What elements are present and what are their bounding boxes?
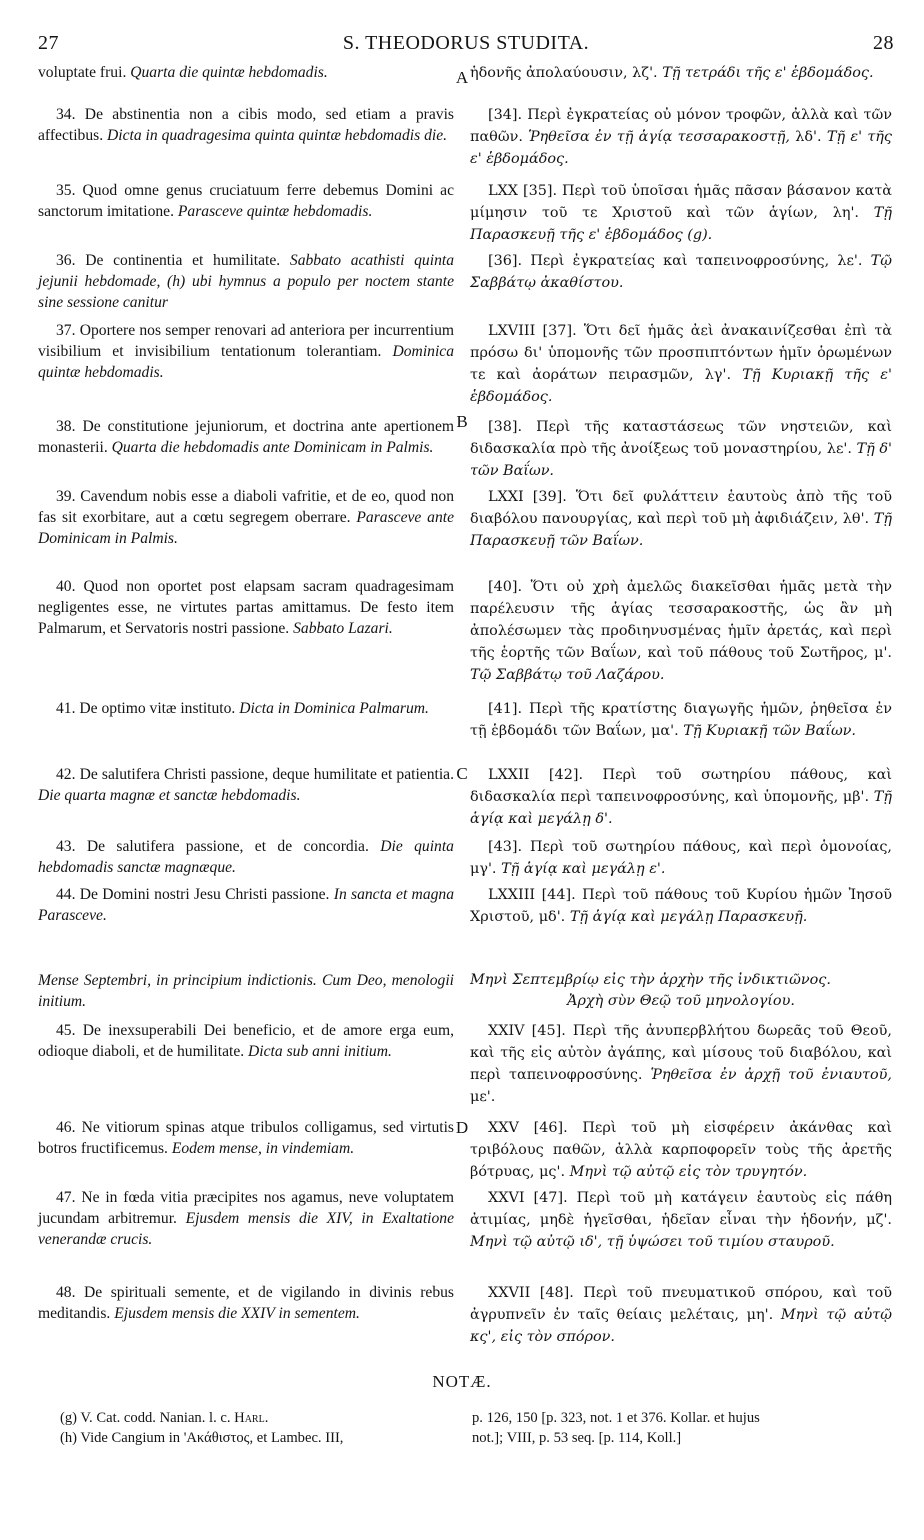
greek-entry-48: XXVII [48]. Περὶ τοῦ πνευματικοῦ σπόρου, καὶ τοῦ ἀγρυπνεῖν ἐν ταῖς θείαις μελέταις, μη'. Μηνὶ τῷ αὐτῷ κς', εἰς τὸν σπόρον.	[470, 1285, 892, 1345]
latin-entry-45: 45. De inexsuperabili Dei beneficio, et de amore erga eum, odioque diaboli, et de humilitate. Dicta sub anni initium.	[38, 1022, 454, 1060]
note-g: (g) V. Cat. codd. Nanian. l. c. Harl.	[60, 1410, 269, 1426]
running-header	[38, 32, 894, 58]
greek-section-heading: Μηνὶ Σεπτεμβρίῳ εἰς τὴν ἀρχὴν τῆς ἰνδικτιῶνος. Ἀρχὴ σὺν Θεῷ τοῦ μηνολογίου.	[470, 972, 831, 1009]
latin-entry-39: 39. Cavendum nobis esse a diaboli vafritie, et de eo, quod non fas sit exorbitare, aut a cœtu segregem oberrare. Parasceve ante Dominicam in Palmis.	[38, 488, 455, 547]
notes-left	[60, 1408, 460, 1448]
notes-title: NOTÆ.	[432, 1372, 492, 1391]
page-number-right: 28	[873, 32, 894, 54]
latin-entry-46: 46. Ne vitiorum spinas atque tribulos colligamus, sed virtutis botros fructificemus. Eodem mense, in vindemiam.	[38, 1119, 454, 1157]
note-continuation-1: p. 126, 150 [p. 323, not. 1 et 376. Kollar. et hujus	[472, 1410, 760, 1426]
margin-marker-d: D	[455, 1118, 469, 1137]
greek-entry-37: LXVIII [37]. Ὅτι δεῖ ἡμᾶς ἀεὶ ἀνακαινίζεσθαι ἐπὶ τὰ πρόσω δι' ὑπομονῆς τῶν προσπιπτόντων ἡμῖν ὁρωμένων τε καὶ ἀοράτων πειρασμῶν, λγ'. Τῇ Κυριακῇ τῆς ε' ἑβδομάδος.	[470, 323, 892, 405]
notes-right	[472, 1408, 892, 1448]
note-continuation-2: not.]; VIII, p. 53 seq. [p. 114, Koll.]	[472, 1430, 682, 1446]
margin-marker-c: C	[456, 764, 468, 783]
latin-entry-40: 40. Quod non oportet post elapsam sacram quadragesimam negligentes esse, ne virtutes partas amittamus. De festo item Palmarum, et Servatoris nostri passione. Sabbato Lazari.	[38, 578, 454, 637]
latin-entry-37: 37. Oportere nos semper renovari ad anteriora per incurrentium visibilium et invisibilium tentationum tolerantiam. Dominica quintæ hebdomadis.	[38, 322, 454, 381]
greek-entry-43: [43]. Περὶ τοῦ σωτηρίου πάθους, καὶ περὶ ὁμονοίας, μγ'. Τῇ ἁγίᾳ καὶ μεγάλῃ ε'.	[470, 839, 892, 877]
latin-entry-35: 35. Quod omne genus cruciatuum ferre debemus Domini ac sanctorum imitatione. Parasceve quintæ hebdomadis.	[38, 182, 454, 220]
running-title: S. THEODORUS STUDITA.	[342, 32, 590, 54]
greek-entry-44: LXXIII [44]. Περὶ τοῦ πάθους τοῦ Κυρίου ἡμῶν Ἰησοῦ Χριστοῦ, μδ'. Τῇ ἁγίᾳ καὶ μεγάλῃ Παρασκευῇ.	[470, 887, 892, 925]
latin-entry-44: 44. De Domini nostri Jesu Christi passione. In sancta et magna Parasceve.	[38, 886, 455, 924]
greek-entry-38: [38]. Περὶ τῆς καταστάσεως τῶν νηστειῶν, καὶ διδασκαλία πρὸ τῆς ἀνοίξεως τοῦ μοναστηρίου, λε'. Τῇ δ' τῶν Βαΐων.	[470, 419, 892, 479]
greek-entry-39: LXXI [39]. Ὅτι δεῖ φυλάττειν ἑαυτοὺς ἀπὸ τῆς τοῦ διαβόλου πανουργίας, καὶ περὶ τοῦ μὴ ἀφιδιάζειν, λθ'. Τῇ Παρασκευῇ τῶν Βαΐων.	[470, 489, 892, 549]
greek-entry-40: [40]. Ὅτι οὐ χρὴ ἀμελῶς διακεῖσθαι ἡμᾶς μετὰ τὴν παρέλευσιν τῆς ἁγίας τεσσαρακοστῆς, ὡς ἂν μὴ ἀπολέσωμεν τὰς προδιηνυσμένας ἡμῖν ἀρετάς, καὶ περὶ τῆς ἑορτῆς τῶν Βαΐων, καὶ τοῦ πάθους τοῦ Σωτῆρος, μ'. Τῷ Σαββάτῳ τοῦ Λαζάρου.	[470, 579, 892, 683]
latin-entry-34: 34. De abstinentia non a cibis modo, sed etiam a pravis affectibus. Dicta in quadragesima quinta quintæ hebdomadis die.	[38, 106, 454, 144]
page-number-left: 27	[38, 32, 59, 54]
greek-entry-41: [41]. Περὶ τῆς κρατίστης διαγωγῆς ἡμῶν, ῥηθεῖσα ἐν τῇ ἑβδομάδι τῶν Βαΐων, μα'. Τῇ Κυριακῇ τῶν Βαΐων.	[470, 701, 892, 739]
latin-entry-continuation: voluptate frui. Quarta die quintæ hebdomadis.	[38, 64, 328, 81]
latin-entry-48: 48. De spirituali semente, et de vigilando in divinis rebus meditandis. Ejusdem mensis die XXIV in sementem.	[38, 1284, 454, 1322]
note-h: (h) Vide Cangium in 'Ακάθιστος, et Lambec. III,	[60, 1430, 344, 1446]
greek-entry-42: LXXII [42]. Περὶ τοῦ σωτηρίου πάθους, καὶ διδασκαλία περὶ ταπεινοφροσύνης, καὶ ὑπομονῆς, μβ'. Τῇ ἁγίᾳ καὶ μεγάλῃ δ'.	[470, 767, 892, 827]
margin-marker-b: B	[456, 412, 468, 431]
latin-section-heading: Mense Septembri, in principium indictionis. Cum Deo, menologii initium.	[38, 972, 454, 1010]
greek-entry-34: [34]. Περὶ ἐγκρατείας οὐ μόνον τροφῶν, ἀλλὰ καὶ τῶν παθῶν. Ῥηθεῖσα ἐν τῇ ἁγίᾳ τεσσαρακοστῇ, λδ'. Τῇ ε' τῆς ε' ἑβδομάδος.	[470, 107, 892, 167]
greek-entry-36: [36]. Περὶ ἐγκρατείας καὶ ταπεινοφροσύνης, λε'. Τῷ Σαββάτῳ ἀκαθίστου.	[470, 253, 892, 291]
latin-entry-41: 41. De optimo vitæ instituto. Dicta in Dominica Palmarum.	[56, 700, 429, 717]
latin-entry-43: 43. De salutifera passione, et de concordia. Die quinta hebdomadis sanctæ magnæque.	[38, 838, 454, 876]
greek-entry-47: XXVI [47]. Περὶ τοῦ μὴ κατάγειν ἑαυτοὺς εἰς πάθη ἀτιμίας, μηδὲ ἡγεῖσθαι, ἡδεῖαν εἶναι τὴν ἡδονήν, μζ'. Μηνὶ τῷ αὐτῷ ιδ', τῇ ὑψώσει τοῦ τιμίου σταυροῦ.	[470, 1190, 892, 1250]
greek-entry-46: XXV [46]. Περὶ τοῦ μὴ εἰσφέρειν ἀκάνθας καὶ τριβόλους παθῶν, ἀλλὰ καρποφορεῖν τοὺς τῆς ἀρετῆς βότρυας, μς'. Μηνὶ τῷ αὐτῷ εἰς τὸν τρυγητόν.	[470, 1120, 892, 1180]
latin-entry-38: 38. De constitutione jejuniorum, et doctrina ante apertionem monasterii. Quarta die hebdomadis ante Dominicam in Palmis.	[38, 418, 454, 456]
margin-marker-a: A	[455, 68, 469, 87]
greek-entry-45: XXIV [45]. Περὶ τῆς ἀνυπερβλήτου δωρεᾶς τοῦ Θεοῦ, καὶ τῆς εἰς αὐτὸν ἀγάπης, καὶ μίσους τοῦ διαβόλου, καὶ περὶ ταπεινοφροσύνης. Ῥηθεῖσα ἐν ἀρχῇ τοῦ ἐνιαυτοῦ, με'.	[470, 1023, 893, 1105]
latin-entry-47: 47. Ne in fœda vitia præcipites nos agamus, neve voluptatem jucundam arbitremur. Ejusdem mensis die XIV, in Exaltatione venerandæ crucis.	[38, 1189, 455, 1248]
latin-entry-42: 42. De salutifera Christi passione, deque humilitate et patientia. Die quarta magnæ et sanctæ hebdomadis.	[38, 766, 454, 804]
greek-entry-35: LXX [35]. Περὶ τοῦ ὑποῖσαι ἡμᾶς πᾶσαν βάσανον κατὰ μίμησιν τοῦ τε Χριστοῦ καὶ τῶν ἁγίων, λη'. Τῇ Παρασκευῇ τῆς ε' ἑβδομάδος (g).	[470, 183, 892, 243]
greek-entry-continuation: ἡδονῆς ἀπολαύουσιν, λζ'. Τῇ τετράδι τῆς ε' ἑβδομάδος.	[470, 65, 874, 81]
latin-entry-36: 36. De continentia et humilitate. Sabbato acathisti quinta jejunii hebdomade, (h) ubi hymnus a populo per noctem stante sine sessione canitur	[38, 252, 454, 311]
